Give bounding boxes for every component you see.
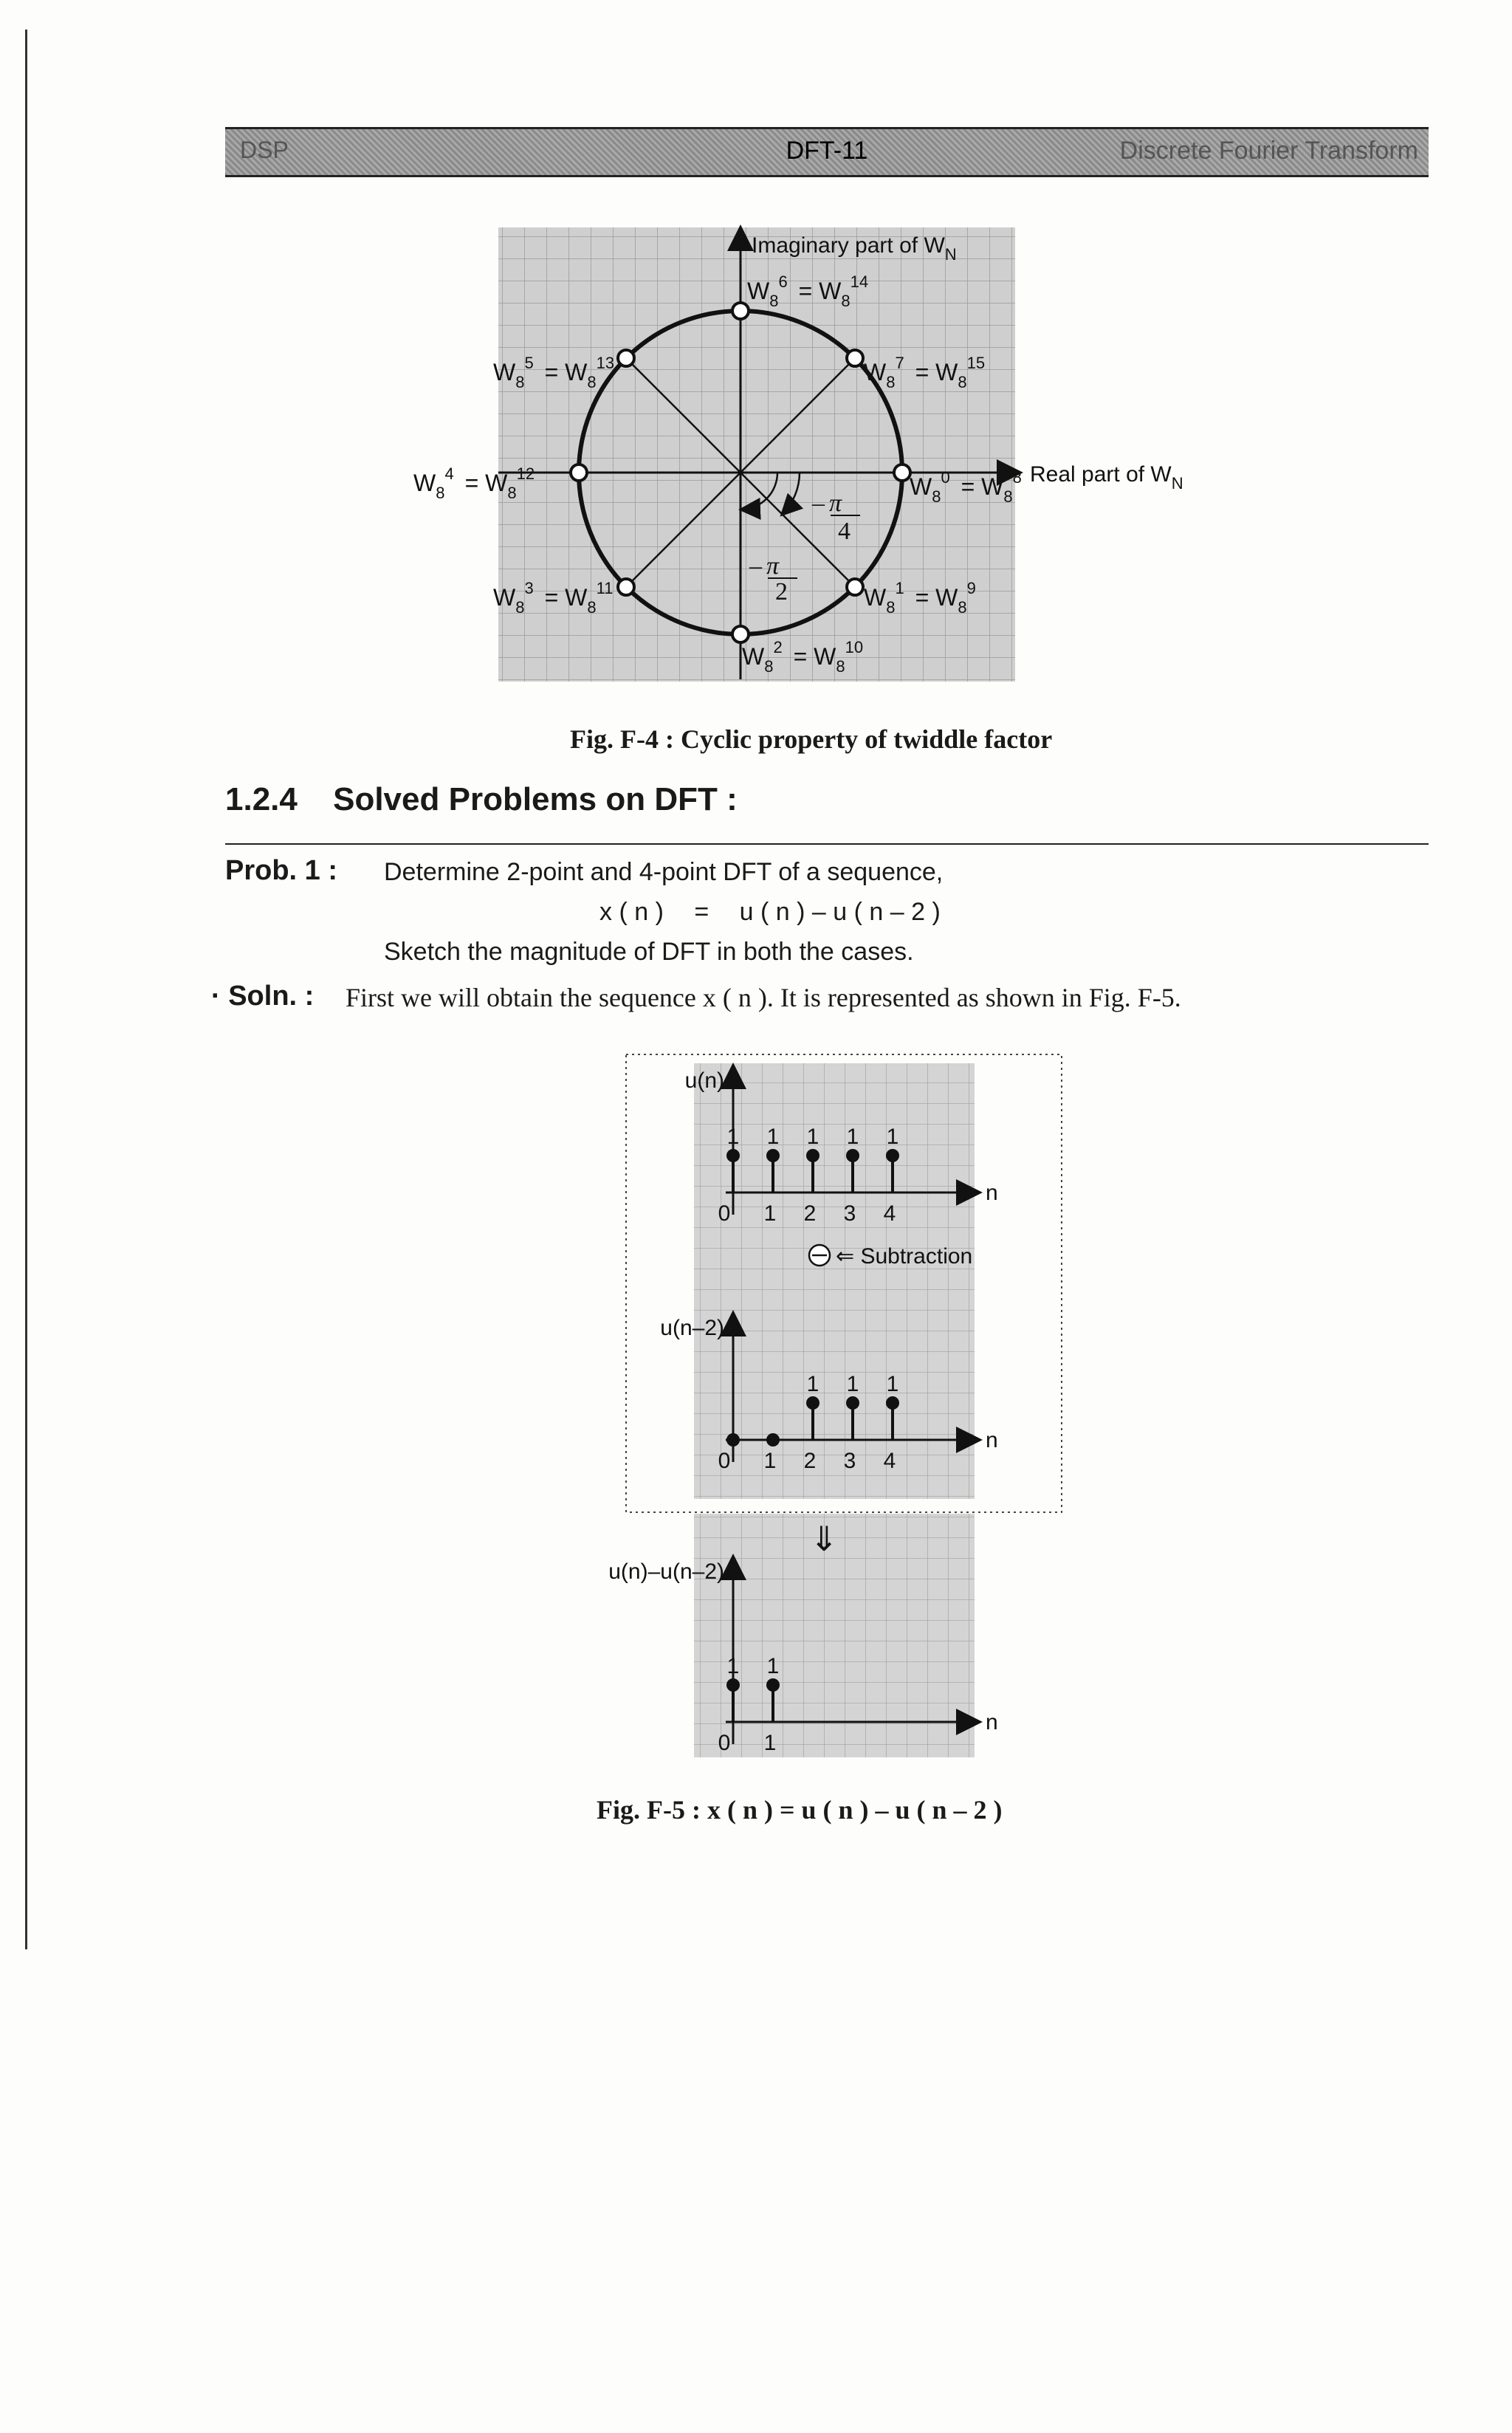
plot-1-y-label: u(n) [684, 1068, 724, 1093]
plot-3-sample-point [766, 1678, 780, 1692]
plot-2-sample-point [766, 1433, 780, 1447]
twiddle-label-5: $W_8^5 = W_8^{13}$ [493, 354, 615, 391]
equation-lhs: x ( n ) [599, 898, 664, 926]
twiddle-label-3: $W_8^3 = W_8^{11}$ [493, 579, 614, 617]
real-axis-label: Real part of $W_N$ [1030, 462, 1183, 493]
plot-2-y-label: u(n–2) [660, 1316, 724, 1340]
angle-label-pi-4: – π [812, 490, 842, 517]
plot-1-tick-label: 3 [843, 1201, 856, 1226]
equation-rhs: u ( n ) – u ( n – 2 ) [739, 898, 941, 926]
subtraction-label: ⇐ Subtraction [836, 1244, 973, 1269]
sequence-subtraction-figure [576, 1041, 1078, 1772]
angle-label-pi-4-den: 4 [838, 518, 850, 545]
twiddle-point-5 [618, 350, 634, 366]
plot-3-value-label: 1 [766, 1654, 780, 1678]
section-heading [225, 781, 738, 818]
header-chapter: Discrete Fourier Transform [1119, 137, 1418, 165]
twiddle-label-7: $W_8^7 = W_8^{15}$ [864, 354, 986, 391]
plot-1-sample-point [726, 1149, 740, 1162]
plot-1-value-label: 1 [726, 1125, 740, 1149]
twiddle-label-2: $W_8^2 = W_8^{10}$ [742, 638, 864, 676]
plot-2-value-label: 1 [846, 1372, 859, 1396]
section-rule [225, 843, 1429, 845]
plot-1-value-label: 1 [766, 1125, 780, 1149]
angle-label-pi-2-den: 2 [775, 578, 788, 605]
twiddle-label-4: $W_8^4 = W_8^{12}$ [413, 464, 535, 502]
angle-label-pi-2: – π [749, 552, 780, 580]
plot-2-sample-point [726, 1433, 740, 1447]
twiddle-point-3 [618, 579, 634, 595]
plot-1-value-label: 1 [806, 1125, 819, 1149]
plot-3-y-label: u(n)–u(n–2) [608, 1559, 724, 1584]
twiddle-point-1 [847, 579, 863, 595]
twiddle-label-1: $W_8^1 = W_8^9$ [864, 579, 976, 617]
plot-1-value-label: 1 [846, 1125, 859, 1149]
plot-3-value-label: 1 [726, 1654, 740, 1678]
problem-equation [599, 898, 941, 927]
problem-label: Prob. 1 : [225, 855, 338, 886]
twiddle-point-4 [571, 464, 587, 481]
twiddle-point-0 [894, 464, 910, 481]
plot-2-tick-label: 3 [843, 1449, 856, 1473]
plot-2-tick-label: 1 [763, 1449, 777, 1473]
plot-1-sample-point [766, 1149, 780, 1162]
running-header [225, 127, 1429, 177]
plot-1-sample-point [846, 1149, 859, 1162]
solution-text: First we will obtain the sequence x ( n ). It is represented as shown in Fig. F-5. [346, 983, 1181, 1012]
plot-3-sample-point [726, 1678, 740, 1692]
twiddle-label-0: $W_8^0 = W_8^8$ [910, 468, 1022, 506]
page-binding-line [25, 30, 27, 1949]
plot-2-sample-point [846, 1396, 859, 1410]
plot-2-value-label: 1 [806, 1372, 819, 1396]
equation-equals: = [694, 898, 709, 926]
solution-label: · Soln. : [211, 981, 315, 1012]
figure-f4-caption: Fig. F-4 : Cyclic property of twiddle factor [570, 724, 1053, 754]
imaginary-axis-label: Imaginary part of $W_N$ [752, 233, 957, 264]
plot-2-x-label: n [986, 1428, 998, 1452]
plot-3-x-label: n [986, 1710, 998, 1734]
plot-1-tick-label: 0 [718, 1201, 731, 1226]
plot-1-x-label: n [986, 1181, 998, 1205]
down-arrow-icon: ⇓ [809, 1519, 839, 1559]
twiddle-label-6: $W_8^6 = W_8^{14}$ [747, 272, 869, 310]
header-subject: DSP [240, 137, 289, 163]
plot-1-tick-label: 4 [883, 1201, 896, 1226]
twiddle-point-6 [732, 303, 749, 319]
plot-1-tick-label: 1 [763, 1201, 777, 1226]
section-title: Solved Problems on DFT : [333, 781, 738, 817]
plot-2-tick-label: 0 [718, 1449, 731, 1473]
section-number: 1.2.4 [225, 781, 298, 817]
plot-2-sample-point [886, 1396, 899, 1410]
plot-2-tick-label: 4 [883, 1449, 896, 1473]
plot-2-tick-label: 2 [803, 1449, 817, 1473]
figure-f5-caption: Fig. F-5 : x ( n ) = u ( n ) – u ( n – 2 ) [597, 1795, 1003, 1825]
plot-1-value-label: 1 [886, 1125, 899, 1149]
plot-2-value-label: 1 [886, 1372, 899, 1396]
plot-2-sample-point [806, 1396, 819, 1410]
twiddle-factor-circle-figure [413, 214, 1299, 701]
twiddle-point-2 [732, 626, 749, 642]
problem-line-1: Determine 2-point and 4-point DFT of a sequence, [384, 858, 944, 886]
plot-1-tick-label: 2 [803, 1201, 817, 1226]
twiddle-point-7 [847, 350, 863, 366]
plot-3-tick-label: 0 [718, 1731, 731, 1755]
plot-1-sample-point [806, 1149, 819, 1162]
plot-3-tick-label: 1 [763, 1731, 777, 1755]
header-page-number: DFT-11 [786, 137, 868, 165]
problem-line-2: Sketch the magnitude of DFT in both the cases. [384, 938, 914, 966]
plot-1-sample-point [886, 1149, 899, 1162]
